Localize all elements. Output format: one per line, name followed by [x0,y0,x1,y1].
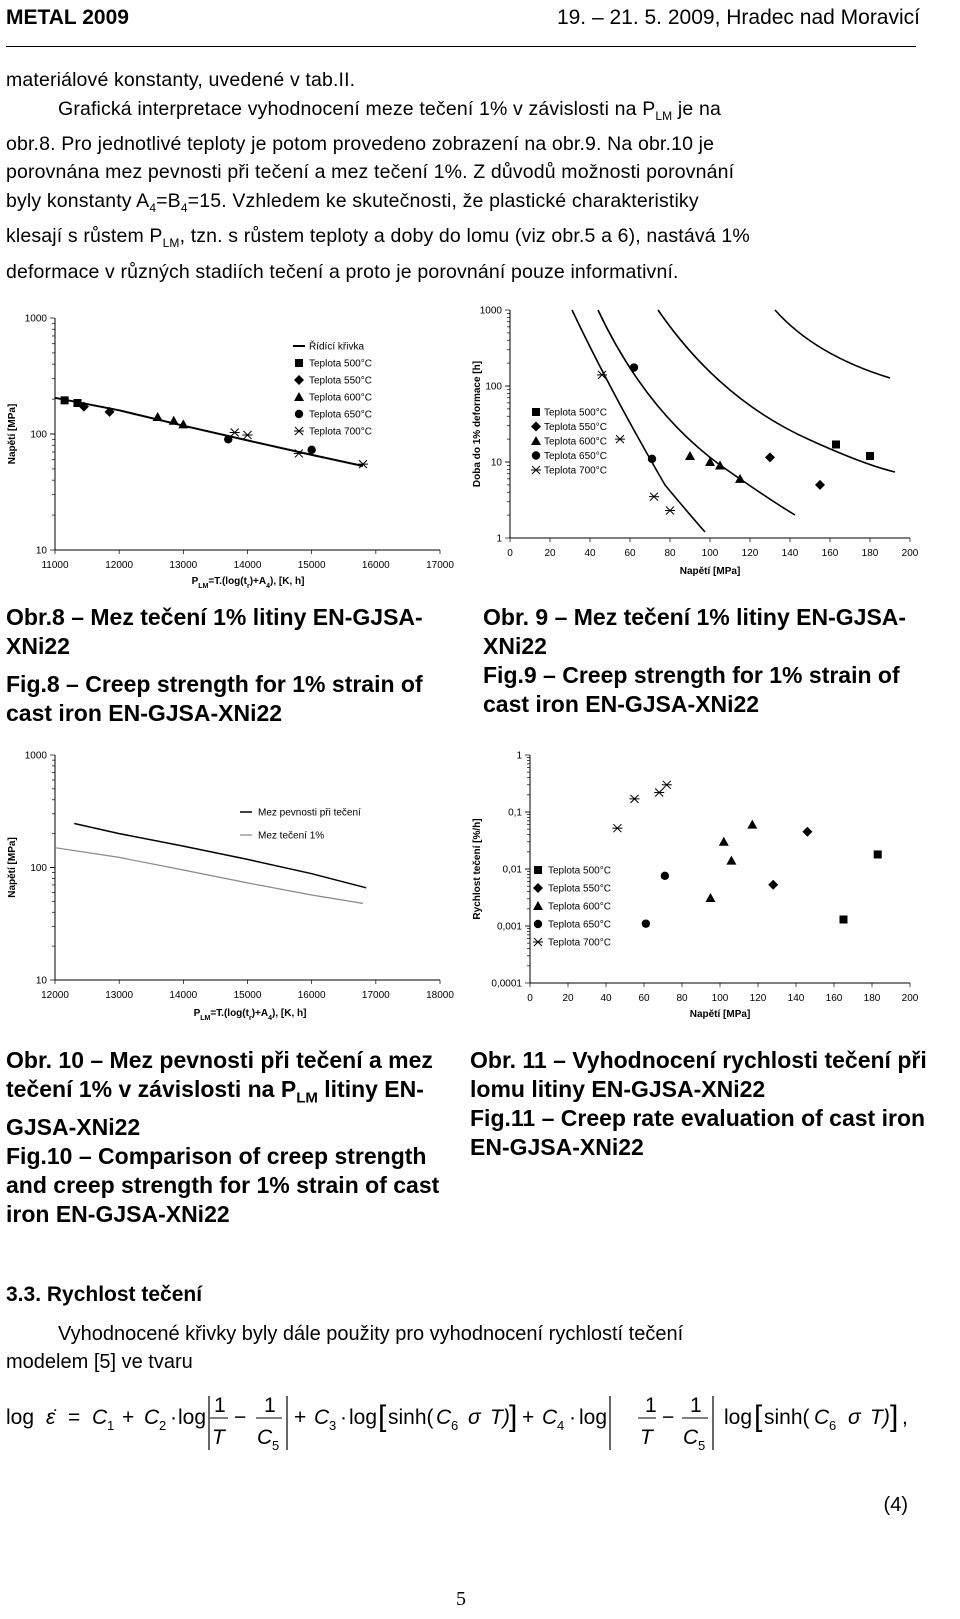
iso-curve [598,310,795,515]
page-number: 5 [456,1588,466,1610]
caption-en: Fig.8 – Creep strength for 1% strain of cast iron EN-GJSA-XNi22 [6,671,423,726]
equals: = [68,1406,81,1429]
data-point [654,788,664,796]
data-point [665,507,675,515]
legend-marker [295,359,303,367]
data-point [612,824,622,832]
plus: + [522,1406,535,1429]
legend-label: Teplota 500°C [309,358,372,370]
data-point [726,856,736,865]
data-point [61,396,69,404]
log-text: log [349,1406,378,1429]
c2-sub: 2 [159,1418,167,1433]
x-tick-label: 140 [787,993,805,1004]
x-tick-label: 100 [701,548,719,559]
legend-label: Řídící křivka [309,341,365,353]
legend-marker [295,410,303,418]
subscript: LM [162,236,180,251]
text: je na [672,97,721,120]
intro-line [6,66,926,95]
one: 1 [214,1394,226,1417]
data-point [747,820,757,829]
dot: · [170,1406,177,1429]
x-axis-label: Napětí [MPa] [679,566,741,577]
y-axis-label: Napětí [MPa] [7,837,18,898]
x-tick-label: 40 [584,548,596,559]
legend-marker [532,451,540,459]
data-point [294,449,304,457]
data-point [840,916,848,924]
legend-marker [534,866,542,874]
legend-marker [294,392,304,401]
x-tick-label: 120 [749,993,767,1004]
legend-label: Teplota 550°C [309,375,372,387]
y-axis-label: Doba do 1% deformace [h] [472,360,483,488]
x-tick-label: 200 [901,548,919,559]
x-tick-label: 80 [664,548,676,559]
y-tick-label: 1000 [24,750,47,762]
intro-line [6,158,926,187]
text: porovnána mez pevnosti při tečení a mez tečení 1%. Z důvodů možnosti porovnání [6,161,735,184]
x-tick-label: 60 [624,548,636,559]
subscript: LM [655,108,673,123]
x-tick-label: 40 [600,993,612,1004]
x-tick-label: 0 [507,548,513,559]
x-tick-label: 180 [863,993,881,1004]
text: modelem [5] ve tvaru [6,1351,193,1373]
legend-label: Teplota 600°C [309,392,372,404]
epsilon-dot: ε̇ [46,1406,56,1429]
text: obr.8. Pro jednotlivé teploty je potom provedeno zobrazení na obr.9. Na obr.10 je [6,132,715,155]
data-point [648,455,656,463]
one: 1 [264,1394,276,1417]
text: materiálové konstanty, uvedené v tab.II. [6,69,356,91]
x-tick-label: 13000 [105,990,134,1001]
legend-marker [534,920,542,928]
x-tick-label: 15000 [297,560,326,571]
legend-marker [533,883,543,893]
bracket-close: ] [509,1400,518,1433]
x-tick-label: 120 [741,548,759,559]
x-tick-label: 17000 [426,560,454,571]
data-point [642,919,650,927]
figure-8-caption [6,603,456,728]
data-point [243,431,253,439]
x-tick-label: 60 [638,993,650,1004]
y-tick-label: 0,001 [496,921,522,933]
y-tick-label: 0,01 [502,864,522,876]
bracket-open: [ [378,1400,387,1433]
c4-sub: 4 [557,1418,565,1433]
y-tick-label: 1000 [479,305,502,317]
x-tick-label: 12000 [105,560,134,571]
header-rule [6,46,916,47]
c3: C [314,1406,330,1429]
intro-line [6,95,926,130]
legend-marker [531,436,541,445]
y-tick-label: 10 [35,975,47,987]
legend-label: Teplota 650°C [309,409,372,421]
c6: C [814,1406,830,1429]
text: byly konstanty A [6,189,150,212]
data-point [768,880,778,890]
x-axis-label: $P_{LM}=T.(\log(t_r)+A_4)$, [K, h] [191,576,305,590]
y-tick-label: 1 [496,533,502,545]
x-tick-label: 140 [781,548,799,559]
running-header [6,6,920,36]
legend-label: Mez pevnosti při tečení [258,807,361,819]
c5: C [683,1426,699,1449]
caption-cz: Obr.8 – Mez tečení 1% litiny EN-GJSA-XNi22 [6,604,423,659]
text: Vyhodnocené křivky byly dále použity pro vyhodnocení rychlostí tečení [58,1323,684,1345]
legend-label: Teplota 600°C [548,901,611,913]
one: 1 [690,1394,702,1417]
equation-number: (4) [883,1494,908,1516]
data-point [719,837,729,846]
data-point [815,480,825,490]
creep-rate-formula [6,1388,936,1478]
conference-date-place: 19. – 21. 5. 2009, Hradec nad Moravicí [556,6,920,29]
c6-sub: 6 [451,1418,459,1433]
data-point [685,451,695,460]
y-tick-label: 1 [516,750,522,762]
y-tick-label: 0,0001 [491,978,522,990]
T: T [640,1426,653,1449]
c1: C [92,1406,108,1429]
sigma: σ [468,1406,481,1429]
minus: − [662,1406,675,1429]
figure-11-chart [470,745,940,1030]
c3-sub: 3 [329,1418,337,1433]
figure-9-caption [483,603,933,719]
conference-name: METAL 2009 [6,6,129,29]
x-tick-label: 17000 [361,990,390,1001]
log-text: log [6,1406,35,1429]
legend-label: Teplota 700°C [309,426,372,438]
y-tick-label: 100 [485,381,502,393]
plus: + [294,1406,307,1429]
data-point [706,893,716,902]
sinh: sinh( [388,1406,434,1429]
x-tick-label: 160 [825,993,843,1004]
x-tick-label: 14000 [169,990,198,1001]
legend-marker [533,938,543,946]
legend-marker [294,427,304,435]
text: , tzn. s růstem teploty a doby do lomu (viz obr.5 a 6), nastává 1% [179,225,750,248]
text: deformace v různých stadiích tečení a proto je porovnání pouze informativní. [6,260,679,283]
y-tick-label: 100 [30,429,47,441]
data-point [630,795,640,803]
data-point [874,850,882,858]
x-tick-label: 14000 [233,560,262,571]
caption-cz [6,1046,456,1142]
intro-line [6,130,926,159]
x-tick-label: 160 [821,548,839,559]
data-point [169,416,179,425]
text: Grafická interpretace vyhodnocení meze tečení 1% v závislosti na P [58,97,656,120]
data-point [802,827,812,837]
sinh: sinh( [764,1406,810,1429]
legend-label: Teplota 700°C [548,937,611,949]
legend-label: Teplota 650°C [548,919,611,931]
data-point [735,474,745,483]
bracket-close: ] [890,1400,899,1433]
section-paragraph [6,1320,886,1376]
section-heading: 3.3. Rychlost tečení [6,1283,203,1306]
sigma: σ [848,1406,861,1429]
x-tick-label: 80 [676,993,688,1004]
legend-label: Teplota 550°C [544,422,607,433]
legend-label: Teplota 500°C [544,407,607,419]
y-axis-label: Napětí [MPa] [7,403,18,465]
data-point [649,493,659,501]
legend-label: Teplota 500°C [548,865,611,877]
c5: C [257,1426,273,1449]
figure-10-chart [0,745,470,1030]
comma: , [902,1406,908,1429]
x-tick-label: 15000 [233,990,262,1001]
iso-curve [658,310,895,472]
intro-line [6,258,926,287]
T: T [212,1426,225,1449]
legend-marker [532,408,540,416]
text: klesají s růstem P [6,225,163,248]
iso-curve [572,310,705,532]
legend-label: Teplota 700°C [544,465,607,477]
x-axis-label: Napětí [MPa] [689,1009,751,1020]
x-tick-label: 180 [861,548,879,559]
x-tick-label: 11000 [41,560,69,571]
subscript: LM [296,1089,318,1107]
c6-sub: 6 [829,1418,837,1433]
intro-line [6,222,926,257]
legend-marker [533,901,543,910]
x-tick-label: 13000 [169,560,198,571]
data-point [661,872,669,880]
iso-curve [775,310,890,378]
text: Obr. 10 – Mez pevnosti při tečení a mez tečení 1% v závislosti na P [6,1047,433,1102]
plus: + [122,1406,135,1429]
x-tick-label: 20 [544,548,556,559]
log-text: log [178,1406,207,1429]
x-tick-label: 200 [901,993,919,1004]
data-point [230,429,240,437]
c4: C [542,1406,558,1429]
c6: C [436,1406,452,1429]
legend-marker [531,466,541,474]
subscript: 4 [149,200,157,215]
x-tick-label: 0 [527,993,533,1004]
legend-marker [294,375,304,385]
figure-9-chart [470,300,940,590]
subscript: 4 [180,200,188,215]
log-text: log [579,1406,608,1429]
figure-8-chart [0,300,470,600]
data-point [765,452,775,462]
c2: C [144,1406,160,1429]
figure-10-caption [6,1046,456,1229]
x-tick-label: 18000 [426,990,454,1001]
x-tick-label: 20 [562,993,574,1004]
data-point [866,452,874,460]
c5-sub: 5 [272,1438,280,1453]
data-point [358,460,368,468]
log-text: log [724,1406,753,1429]
legend-label: Mez tečení 1% [258,830,325,842]
data-point [615,435,625,443]
caption-cz: Obr. 11 – Vyhodnocení rychlosti tečení při lomu litiny EN-GJSA-XNi22 [470,1047,927,1102]
y-axis-label: Rychlost tečení [%/h] [472,818,483,920]
legend-label: Teplota 650°C [544,451,607,462]
intro-paragraph [6,66,926,286]
minus: − [234,1406,247,1429]
y-tick-label: 1000 [24,313,47,325]
x-tick-label: 100 [711,993,729,1004]
caption-en: Fig.11 – Creep rate evaluation of cast iron EN-GJSA-XNi22 [470,1105,926,1160]
x-tick-label: 16000 [297,990,326,1001]
intro-line [6,187,926,222]
text: litiny EN-GJSA-XNi22 [6,1076,424,1140]
x-tick-label: 16000 [361,560,390,571]
caption-cz: Obr. 9 – Mez tečení 1% litiny EN-GJSA-XNi22 [483,604,907,659]
legend-label: Teplota 550°C [548,883,611,895]
y-tick-label: 10 [490,457,502,469]
T-close: T) [490,1406,510,1429]
legend-label: Teplota 600°C [544,436,607,448]
bracket-open: [ [754,1400,763,1433]
x-tick-label: 12000 [41,990,69,1001]
y-tick-label: 10 [35,545,47,557]
x-axis-label: $P_{LM}=T.(\log(t_r)+A_4)$, [K, h] [193,1008,307,1022]
data-point [630,363,638,371]
c5-sub: 5 [698,1438,706,1453]
dot: · [569,1406,576,1429]
data-point [832,440,840,448]
caption-en: Fig.9 – Creep strength for 1% strain of cast iron EN-GJSA-XNi22 [483,662,900,717]
y-tick-label: 100 [30,863,47,874]
one: 1 [645,1394,657,1417]
T-close: T) [870,1406,890,1429]
data-point [153,412,163,421]
dot: · [340,1406,347,1429]
figure-11-caption [470,1046,930,1162]
text: =B [156,189,181,212]
c1-sub: 1 [107,1418,115,1433]
y-tick-label: 0,1 [508,807,522,819]
caption-en: Fig.10 – Comparison of creep strength and creep strength for 1% strain of cast iron EN-GJSA-XNi22 [6,1142,440,1227]
data-point [662,781,672,789]
data-point [307,446,315,454]
text: =15. Vzhledem ke skutečnosti, že plastické charakteristiky [187,189,699,212]
data-point [705,457,715,466]
legend-marker [531,422,541,432]
